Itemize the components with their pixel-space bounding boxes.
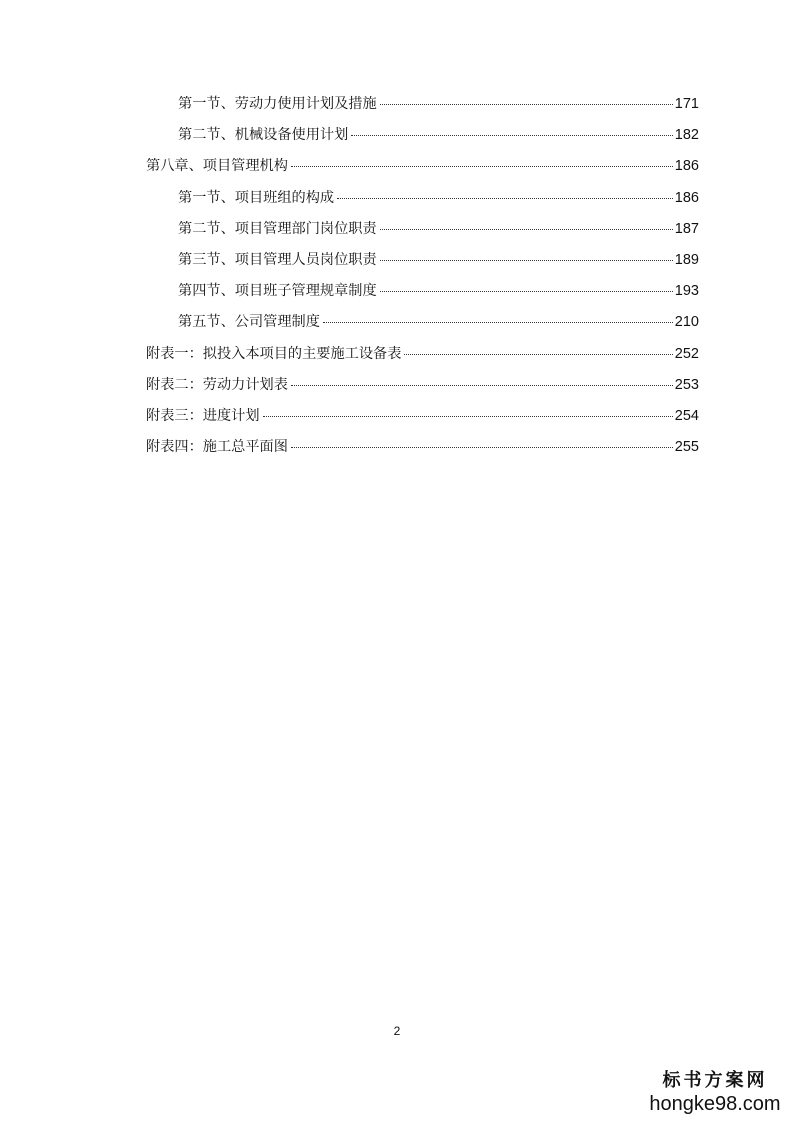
toc-entry[interactable] [146,155,699,186]
toc-entry-title: 附表一：拟投入本项目的主要施工设备表 [146,345,402,362]
toc-entry-title: 附表二：劳动力计划表 [146,376,288,393]
watermark-url: hongke98.com [649,1093,781,1115]
toc-dot-leader [263,416,673,417]
toc-entry-title: 第五节、公司管理制度 [178,314,320,331]
toc-entry-title: 第三节、项目管理人员岗位职责 [178,251,377,268]
toc-entry-page: 187 [674,220,699,237]
toc-entry-title: 附表三：进度计划 [146,407,260,424]
toc-entry-title: 第一节、劳动力使用计划及措施 [178,96,377,112]
toc-entry-page: 193 [674,283,699,300]
toc-entry[interactable] [146,405,699,436]
toc-entry[interactable] [146,343,699,374]
toc-entry[interactable] [146,124,699,155]
toc-dot-leader [291,166,673,167]
toc-entry-title: 第四节、项目班子管理规章制度 [178,283,377,300]
toc-entry-page: 252 [674,345,699,362]
toc-entry-title: 第八章、项目管理机构 [146,158,288,175]
watermark-logo [640,1070,790,1116]
toc-entry-page: 253 [674,376,699,393]
toc-dot-leader [380,104,673,105]
toc-entry-page: 210 [674,314,699,331]
toc-entry-page: 186 [674,189,699,206]
toc-entry[interactable] [146,280,699,311]
toc-entry-title: 附表四：施工总平面图 [146,439,288,456]
table-of-contents [146,93,699,467]
toc-entry[interactable] [146,374,699,405]
toc-dot-leader [291,447,673,448]
toc-dot-leader [351,135,673,136]
toc-dot-leader [380,291,673,292]
toc-entry-page: 255 [674,439,699,456]
toc-entry-title: 第二节、机械设备使用计划 [178,127,349,144]
toc-entry-page: 254 [674,407,699,424]
toc-entry-page: 182 [674,127,699,144]
page-number: 2 [393,1024,401,1038]
toc-dot-leader [323,322,673,323]
toc-entry[interactable] [146,218,699,249]
toc-dot-leader [380,260,673,261]
toc-entry[interactable] [146,93,699,124]
watermark-title: 标书方案网 [662,1070,768,1091]
toc-entry-page: 186 [674,158,699,175]
toc-entry-page: 171 [674,96,699,112]
toc-entry[interactable] [146,249,699,280]
toc-entry[interactable] [146,311,699,342]
toc-dot-leader [404,354,672,355]
toc-dot-leader [291,385,673,386]
toc-dot-leader [337,198,673,199]
toc-entry[interactable] [146,187,699,218]
toc-entry-title: 第一节、项目班组的构成 [178,189,335,206]
toc-dot-leader [380,229,673,230]
toc-entry-page: 189 [674,251,699,268]
toc-entry-title: 第二节、项目管理部门岗位职责 [178,220,377,237]
toc-entry[interactable] [146,436,699,467]
